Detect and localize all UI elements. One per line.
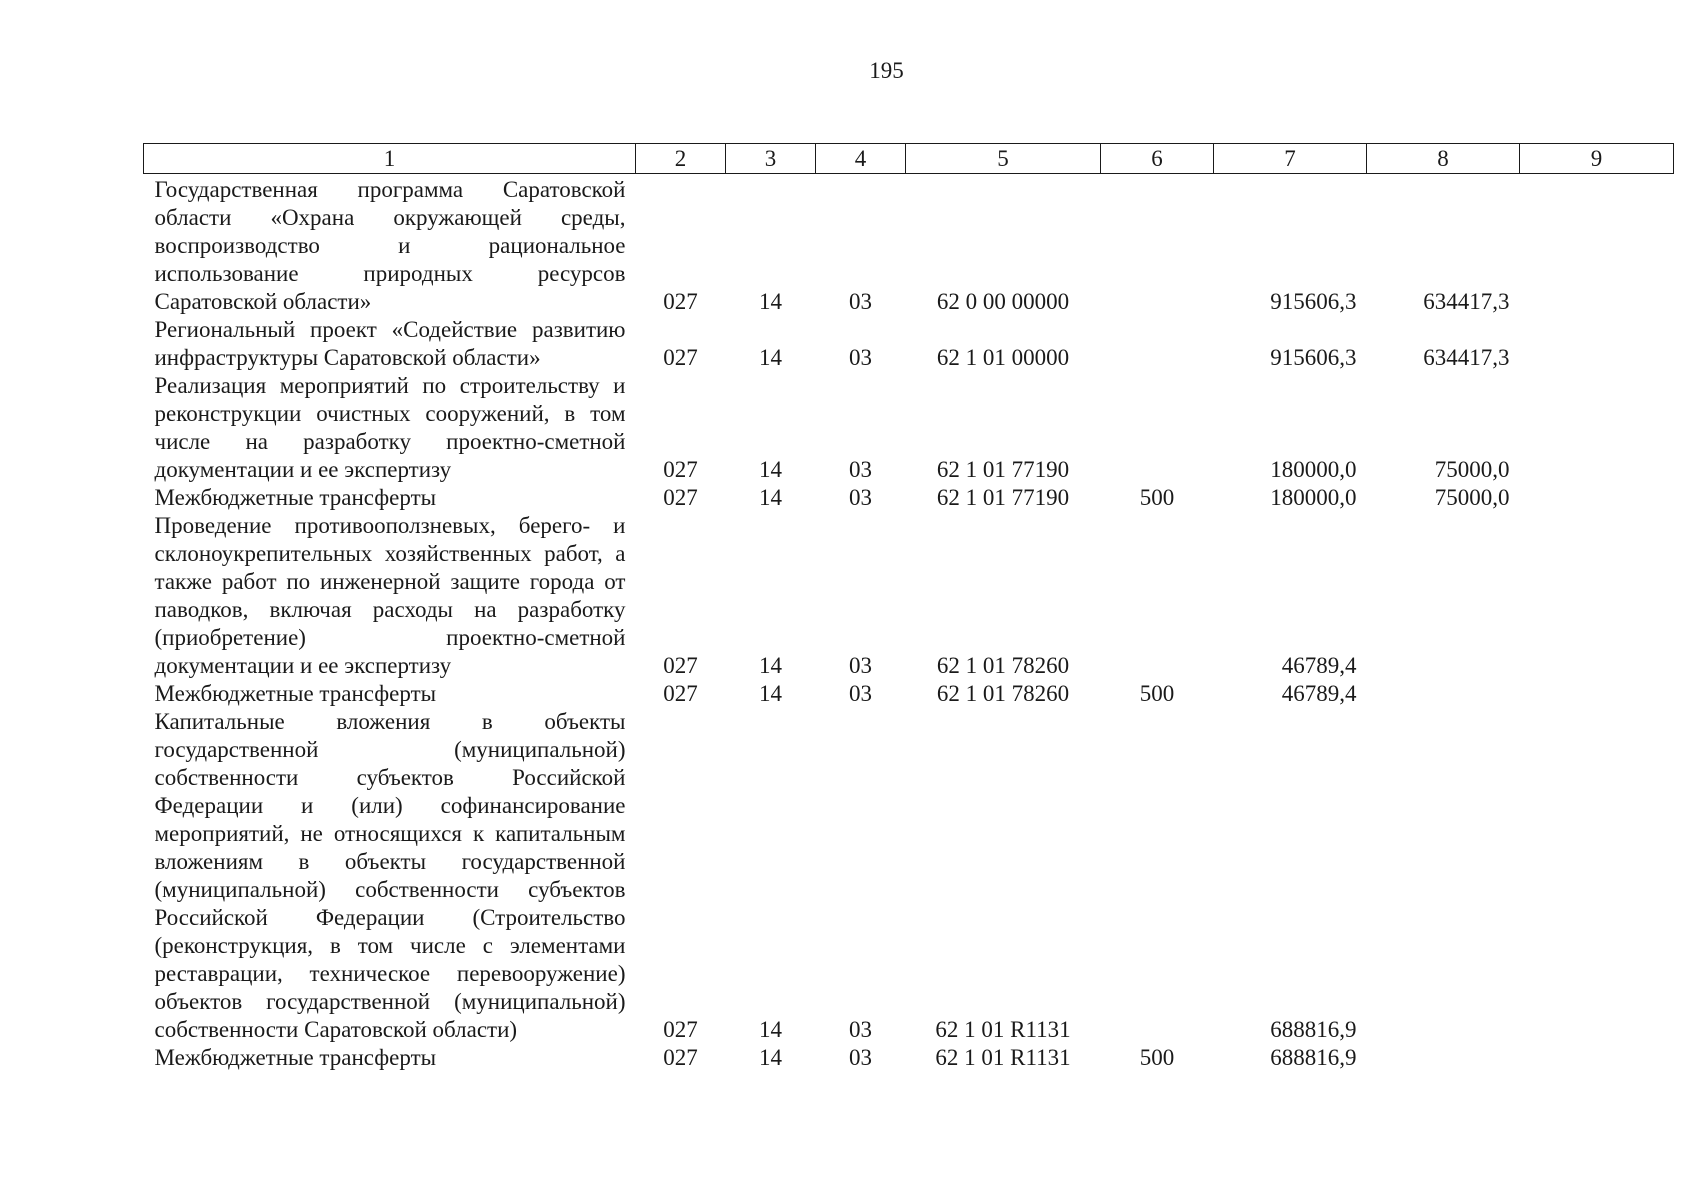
cell-expense-type: 500 <box>1139 1045 1175 1070</box>
table-row <box>144 708 1674 1044</box>
cell-expense-type <box>1101 316 1214 372</box>
table-row <box>144 1044 1674 1072</box>
cell-amount-9 <box>1520 708 1674 1044</box>
cell-target-article: 62 1 01 R1131 <box>935 1045 1071 1070</box>
cell-subsection: 03 <box>849 1017 872 1042</box>
cell-amount-9 <box>1520 316 1674 372</box>
table-row <box>144 316 1674 372</box>
cell-amount-8 <box>1367 708 1520 1044</box>
cell-subsection: 03 <box>849 653 872 678</box>
cell-ministry: 027 <box>663 289 698 314</box>
cell-amount-7: 915606,3 <box>1270 289 1357 314</box>
cell-amount-8: 634417,3 <box>1423 345 1510 370</box>
cell-amount-9 <box>1520 680 1674 708</box>
row-name: Капитальные вложения в объекты государственной (муниципальной) собственности субъектов Российской Федерации и (или) софинансирование мероприятий, не относящихся к капитальным вложениям в объекты государственной (муниципальной) собственности субъектов Российской Федерации (Строительство (реконструкция, в том числе с элементами реставрации, техническое перевооружение) объектов государственной (муниципальной) собственности Саратовской области) <box>154 709 626 1042</box>
table-row <box>144 512 1674 680</box>
cell-target-article: 62 1 01 R1131 <box>935 1017 1071 1042</box>
cell-target-article: 62 1 01 78260 <box>936 653 1070 678</box>
cell-subsection: 03 <box>849 485 872 510</box>
cell-subsection: 03 <box>849 345 872 370</box>
col-header-6: 6 <box>1101 144 1214 174</box>
cell-amount-7: 688816,9 <box>1270 1017 1357 1042</box>
col-header-1: 1 <box>144 144 636 174</box>
cell-target-article: 62 1 01 78260 <box>936 681 1070 706</box>
cell-amount-9 <box>1520 1044 1674 1072</box>
cell-section: 14 <box>759 681 782 706</box>
row-name: Региональный проект «Содействие развитию инфраструктуры Саратовской области» <box>154 317 626 370</box>
cell-amount-7: 46789,4 <box>1281 653 1357 678</box>
cell-subsection: 03 <box>849 1045 872 1070</box>
row-name: Межбюджетные трансферты <box>154 485 437 510</box>
cell-expense-type: 500 <box>1139 485 1175 510</box>
budget-table <box>143 143 1674 1072</box>
cell-amount-7: 180000,0 <box>1270 485 1357 510</box>
cell-target-article: 62 1 01 77190 <box>936 485 1070 510</box>
cell-amount-9 <box>1520 484 1674 512</box>
cell-ministry: 027 <box>663 1045 698 1070</box>
row-name: Проведение противооползневых, берего- и склоноукрепительных хозяйственных работ, а также работ по инженерной защите города от паводков, включая расходы на разработку (приобретение) проектно-сметной документации и ее экспертизу <box>154 513 626 678</box>
cell-target-article: 62 0 00 00000 <box>936 289 1070 314</box>
cell-subsection: 03 <box>849 681 872 706</box>
cell-section: 14 <box>759 653 782 678</box>
table-body <box>144 174 1674 1073</box>
cell-amount-8: 634417,3 <box>1423 289 1510 314</box>
col-header-8: 8 <box>1367 144 1520 174</box>
cell-section: 14 <box>759 289 782 314</box>
cell-target-article: 62 1 01 77190 <box>936 457 1070 482</box>
page-number: 195 <box>869 58 904 83</box>
cell-ministry: 027 <box>663 681 698 706</box>
col-header-5: 5 <box>906 144 1101 174</box>
col-header-3: 3 <box>726 144 816 174</box>
row-name: Реализация мероприятий по строительству и реконструкции очистных сооружений, в том числе на разработку проектно-сметной документации и ее экспертизу <box>154 373 626 482</box>
cell-subsection: 03 <box>849 457 872 482</box>
cell-amount-8 <box>1367 512 1520 680</box>
cell-expense-type <box>1101 174 1214 317</box>
cell-ministry: 027 <box>663 653 698 678</box>
table-row <box>144 680 1674 708</box>
cell-expense-type <box>1101 512 1214 680</box>
cell-amount-7: 180000,0 <box>1270 457 1357 482</box>
cell-amount-8 <box>1367 680 1520 708</box>
cell-section: 14 <box>759 1017 782 1042</box>
cell-amount-7: 915606,3 <box>1270 345 1357 370</box>
cell-amount-7: 688816,9 <box>1270 1045 1357 1070</box>
cell-section: 14 <box>759 457 782 482</box>
table-row <box>144 372 1674 484</box>
table-row <box>144 174 1674 317</box>
cell-expense-type: 500 <box>1139 681 1175 706</box>
table-row <box>144 484 1674 512</box>
col-header-2: 2 <box>636 144 726 174</box>
cell-amount-9 <box>1520 512 1674 680</box>
cell-subsection: 03 <box>849 289 872 314</box>
cell-amount-8: 75000,0 <box>1434 457 1510 482</box>
cell-section: 14 <box>759 485 782 510</box>
cell-ministry: 027 <box>663 457 698 482</box>
cell-amount-9 <box>1520 372 1674 484</box>
col-header-4: 4 <box>816 144 906 174</box>
cell-section: 14 <box>759 1045 782 1070</box>
cell-amount-9 <box>1520 174 1674 317</box>
col-header-7: 7 <box>1214 144 1367 174</box>
cell-ministry: 027 <box>663 485 698 510</box>
cell-expense-type <box>1101 372 1214 484</box>
row-name: Межбюджетные трансферты <box>154 1045 437 1070</box>
col-header-9: 9 <box>1520 144 1674 174</box>
cell-amount-8 <box>1367 1044 1520 1072</box>
cell-ministry: 027 <box>663 345 698 370</box>
cell-expense-type <box>1101 708 1214 1044</box>
cell-amount-8: 75000,0 <box>1434 485 1510 510</box>
cell-target-article: 62 1 01 00000 <box>936 345 1070 370</box>
cell-section: 14 <box>759 345 782 370</box>
cell-amount-7: 46789,4 <box>1281 681 1357 706</box>
row-name: Межбюджетные трансферты <box>154 681 437 706</box>
header-row <box>144 144 1674 174</box>
row-name: Государственная программа Саратовской области «Охрана окружающей среды, воспроизводство и рациональное использование природных ресурсов Саратовской области» <box>154 177 626 314</box>
cell-ministry: 027 <box>663 1017 698 1042</box>
